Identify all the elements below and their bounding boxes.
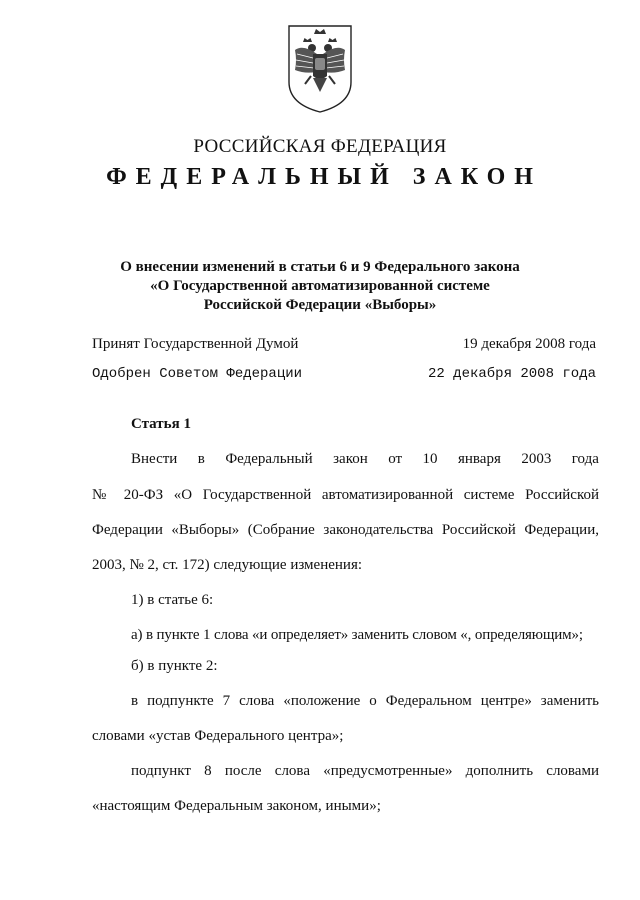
country-name: РОССИЙСКАЯ ФЕДЕРАЦИЯ bbox=[193, 136, 447, 157]
law-title-line: О внесении изменений в статьи 6 и 9 Федерального закона bbox=[120, 259, 520, 275]
article-intro-line: Федерации «Выборы» (Собрание законодательства Российской Федерации, bbox=[92, 522, 599, 538]
intro-word: января bbox=[457, 451, 501, 467]
intro-word: года bbox=[571, 451, 599, 467]
law-title bbox=[0, 258, 640, 315]
intro-word: 2003 bbox=[521, 451, 552, 467]
list-item: а) в пункте 1 слова «и определяет» заменить словом «, определяющим»; bbox=[131, 627, 583, 643]
approved-label: Одобрен Советом Федерации bbox=[92, 366, 303, 382]
article-intro-line: № 20-ФЗ «О Государственной автоматизированной системе Российской bbox=[92, 487, 599, 503]
list-item: б) в пункте 2: bbox=[131, 658, 218, 674]
list-item: 1) в статье 6: bbox=[131, 592, 214, 608]
list-item: подпункт 8 после слова «предусмотренные» дополнить словами bbox=[131, 763, 599, 779]
coat-of-arms-icon bbox=[283, 20, 357, 116]
intro-word: 10 bbox=[422, 451, 438, 467]
intro-word: Внести bbox=[131, 451, 178, 467]
approved-date: 22 декабря 2008 года bbox=[427, 366, 596, 382]
adopted-date: 19 декабря 2008 года bbox=[462, 336, 596, 352]
document-type: ФЕДЕРАЛЬНЫЙ ЗАКОН bbox=[106, 164, 542, 190]
list-item: в подпункте 7 слова «положение о Федеральном центре» заменить bbox=[131, 693, 599, 709]
intro-word: Федеральный bbox=[225, 451, 313, 467]
adopted-label: Принят Государственной Думой bbox=[92, 336, 299, 352]
law-title-line: «О Государственной автоматизированной системе bbox=[150, 278, 490, 294]
intro-word: от bbox=[388, 451, 403, 467]
list-item-continuation: словами «устав Федерального центра»; bbox=[92, 728, 344, 744]
adoption-row bbox=[92, 336, 596, 353]
article-heading: Статья 1 bbox=[131, 416, 191, 432]
article-intro-last-line: 2003, № 2, ст. 172) следующие изменения: bbox=[92, 557, 363, 573]
law-title-line: Российской Федерации «Выборы» bbox=[203, 297, 437, 313]
intro-word: в bbox=[197, 451, 205, 467]
intro-word: закон bbox=[333, 451, 368, 467]
approval-row bbox=[92, 366, 596, 382]
article-intro-first-line bbox=[131, 451, 599, 468]
list-item-continuation: «настоящим Федеральным законом, иными»; bbox=[92, 798, 381, 814]
